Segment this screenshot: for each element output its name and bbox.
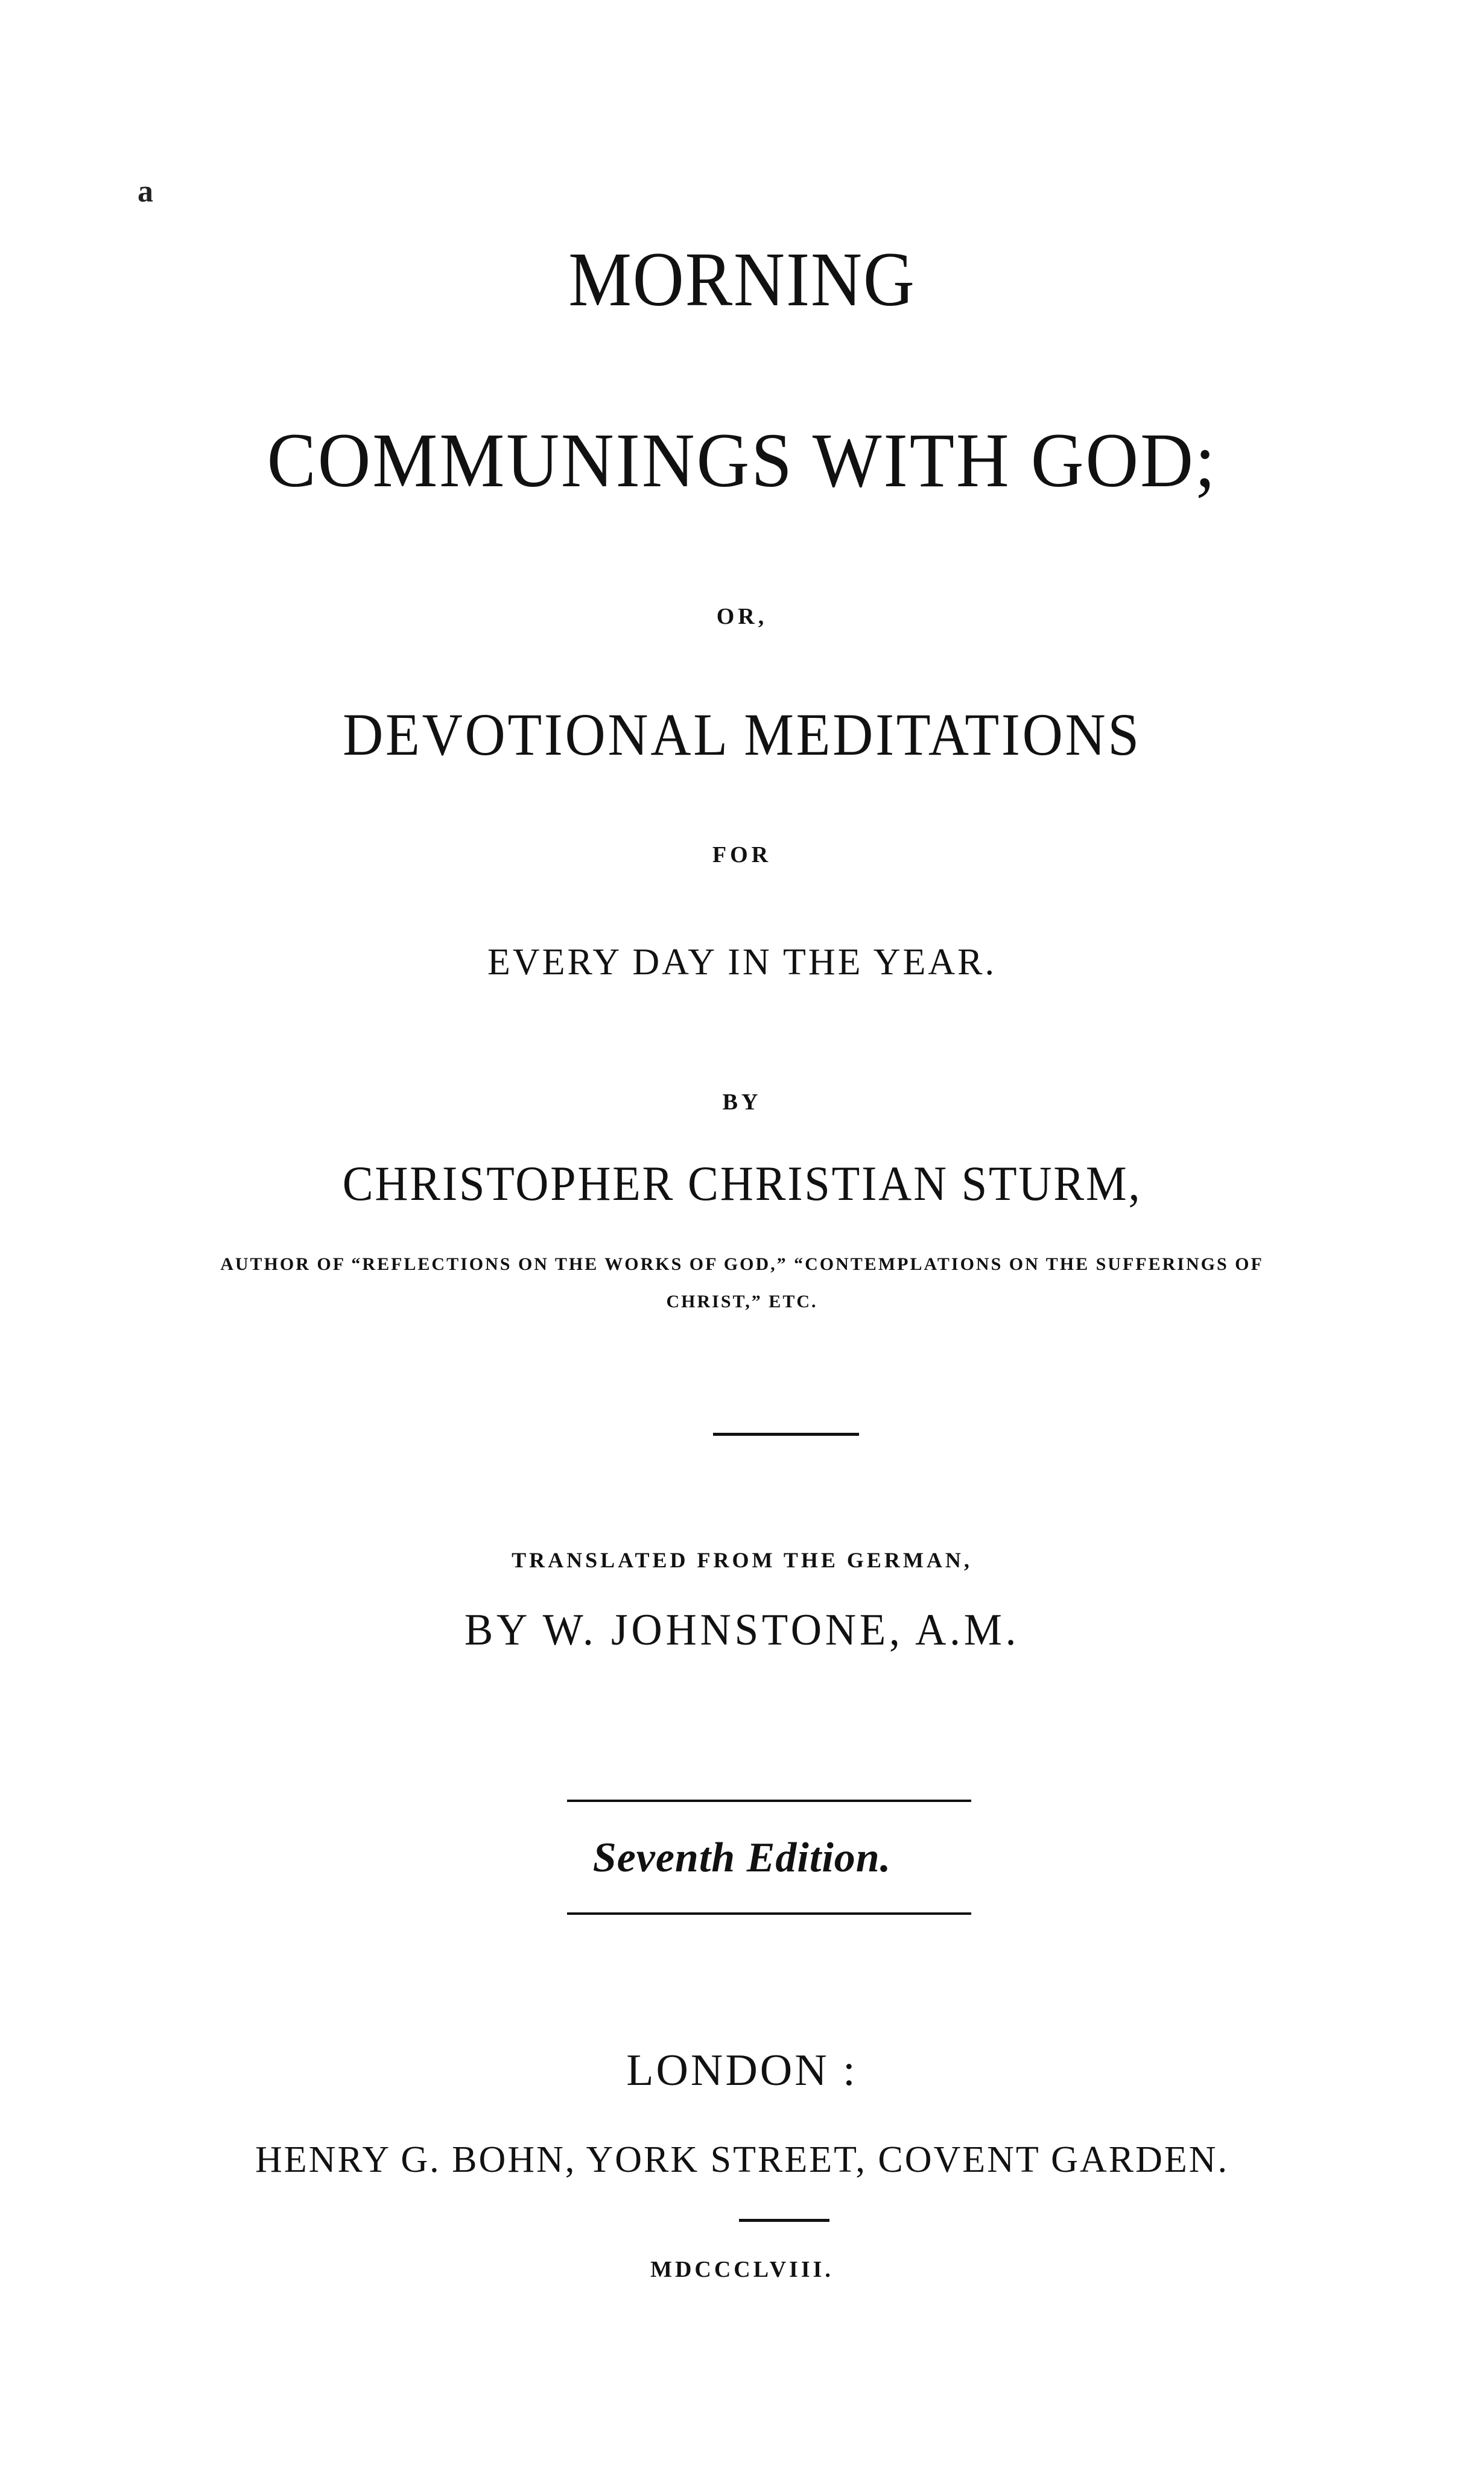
- edition-rule-top: [567, 1800, 971, 1802]
- corner-mark: a: [138, 174, 153, 209]
- conjunction: OR,: [716, 604, 768, 629]
- edition: Seventh Edition.: [592, 1835, 892, 1881]
- edition-rule-bottom: [567, 1912, 971, 1915]
- place: LONDON :: [626, 2046, 858, 2095]
- author-name: CHRISTOPHER CHRISTIAN STURM,: [342, 1156, 1142, 1211]
- by-word: BY: [722, 1090, 762, 1115]
- publisher: HENRY G. BOHN, YORK STREET, COVENT GARDEN.: [255, 2139, 1229, 2180]
- author-note: AUTHOR OF “REFLECTIONS ON THE WORKS OF GOD,” “CONTEMPLATIONS ON THE SUFFERINGS OF CHRIST,” ETC.: [220, 1254, 1264, 1312]
- divider-rule: [713, 1433, 859, 1436]
- title-line-2: COMMUNINGS WITH GOD;: [267, 417, 1217, 503]
- subtitle: DEVOTIONAL MEDITATIONS: [343, 701, 1141, 768]
- title-line-1: MORNING: [568, 236, 916, 322]
- every-day-line: EVERY DAY IN THE YEAR.: [487, 942, 997, 983]
- translator: BY W. JOHNSTONE, A.M.: [464, 1605, 1020, 1655]
- publication-date: MDCCCLVIII.: [650, 2257, 834, 2282]
- translated-from: TRANSLATED FROM THE GERMAN,: [512, 1548, 972, 1572]
- date-rule: [739, 2219, 829, 2222]
- for-word: FOR: [712, 842, 772, 868]
